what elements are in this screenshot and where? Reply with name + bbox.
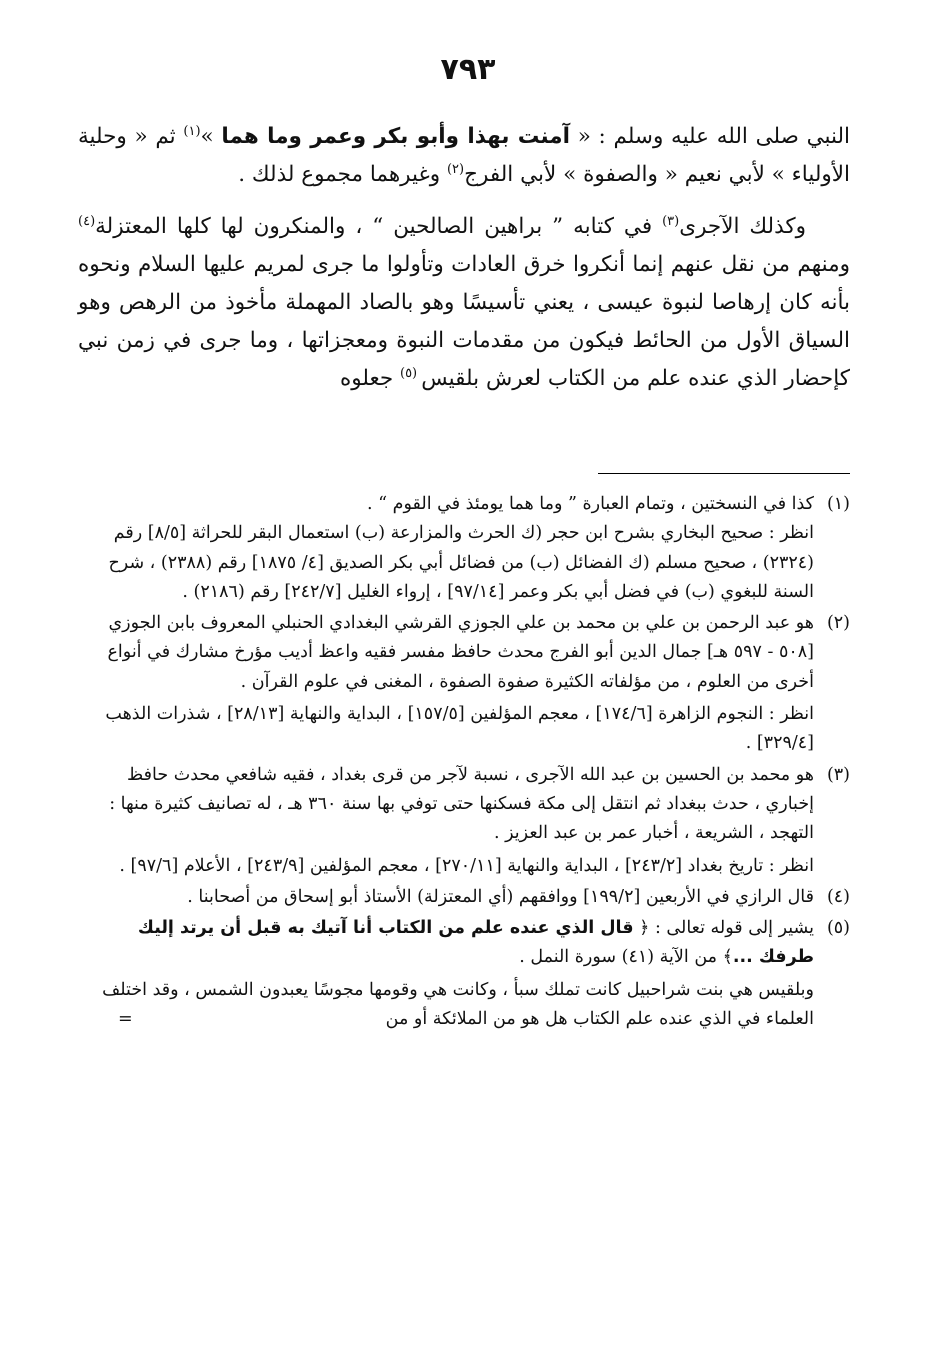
footnote-number: (٢) [826,613,850,634]
text-run: جعلوه [339,366,400,391]
quran-verse: قال الذي عنده علم من الكتاب أنا آتيك به قبل أن يرتد إليك طرفك ... [137,918,814,968]
main-paragraph-1 [78,118,850,194]
footnote-3 [78,761,850,881]
footnote-5 [78,914,850,1034]
text-run: وبلقيس هي بنت شراحبيل كانت تملك سبأ ، وكانت هي وقومها مجوسًا يعبدون الشمس ، وقد اختلف العلماء في الذي عنده علم الكتاب هل هو من الملائكة أو من [102,979,814,1030]
footnotes [78,490,850,1034]
footnote-2 [78,609,850,758]
footnote-body [78,609,814,758]
footnote-body [78,490,814,607]
continuation-mark: = [118,1009,133,1030]
footnote-ref-2: (٢) [446,161,465,177]
footnote-separator [598,473,850,474]
footnote-number: (٣) [826,764,850,785]
footnote-body [78,914,814,1034]
footnote-4 [78,883,850,912]
footnote-number: (٤) [826,886,850,907]
text-run: ومنهم من نقل عنهم إنما أنكروا خرق العادات وتأولوا ما جرى لمريم عليها السلام ونحوه بأنه كان إرهاصا لنبوة عيسى ، يعني تأسيسًا وهو بالصاد المهملة مأخوذ من الرهص وهو السياق الأول من الحائط فيكون من مقدمات النبوة ومعجزاتها ، وما جرى في زمن نبي كإحضار الذي عنده علم من الكتاب لعرش بلقيس [78,252,850,391]
text-run: وغيرهما مجموع لذلك . [238,162,447,187]
footnote-references: انظر : صحيح البخاري بشرح ابن حجر (ك الحرث والمزارعة (ب) استعمال البقر للحراثة [٨/٥] رقم (٢٣٢٤) ، صحيح مسلم (ك الفضائل (ب) من فضائل أبي بكر الصديق [٤/ ١٨٧٥] رقم (٢٣٨٨) ، شرح السنة للبغوي (ب) في فضل أبي بكر وعمر [٩٧/١٤] ، إرواء الغليل [٢٤٢/٧] رقم (٢١٨٦) . [108,523,814,602]
text-run: ثم « وحلية الأولياء » لأبي نعيم « والصفوة » لأبي الفرج [78,124,850,187]
footnote-text [78,976,814,1035]
footnote-text: هو محمد بن الحسين بن عبد الله الآجرى ، نسبة لآجر من قرى بغداد ، فقيه شافعي محدث حافظ إخباري ، حدث ببغداد ثم انتقل إلى مكة فسكنها حتى توفي بها سنة ٣٦٠ هـ ، له تصانيف كثيرة منها : التهجد ، الشريعة ، أخبار عمر بن عبد العزيز . [109,764,814,844]
footnote-text [78,914,814,973]
main-paragraph-2 [78,208,850,398]
text-run: النبي صلى الله عليه وسلم : « [570,124,850,149]
main-text [78,118,850,398]
footnote-references: انظر : النجوم الزاهرة [١٧٤/٦] ، معجم المؤلفين [١٥٧/٥] ، البداية والنهاية [٢٨/١٣] ، شذرات الذهب [٣٢٩/٤] . [105,704,814,754]
text-run: » [200,124,222,149]
footnote-ref-5: (٥) [399,365,422,381]
footnote-number: (١) [826,494,850,514]
text-run: وكذلك الآجرى [679,214,806,239]
hadith-quote: آمنت بهذا وأبو بكر وعمر وما هما [221,124,570,149]
footnote-body [78,761,814,881]
footnote-body [78,883,814,912]
text-run: يشير إلى قوله تعالى : ﴿ [633,918,814,939]
footnote-1 [78,490,850,607]
footnote-ref-4: (٤) [78,213,96,229]
footnote-text: هو عبد الرحمن بن علي بن محمد بن علي الجوزي القرشي البغدادي الحنبلي المعروف بابن الجوزي [٥٠٨ - ٥٩٧ هـ] جمال الدين أبو الفرج محدث حافظ مفسر فقيه واعظ أديب مؤرخ مشارك في أنواع أخرى من العلوم ، من مؤلفاته الكثيرة صفوة الصفوة ، المغنى في علوم القرآن . [107,613,814,692]
footnote-ref-1: (١) [183,123,201,139]
footnote-text: كذا في النسختين ، وتمام العبارة ” وما هما يومئذ في القوم “ . [367,494,814,514]
footnote-references: انظر : تاريخ بغداد [٢٤٣/٢] ، البداية والنهاية [٢٧٠/١١] ، معجم المؤلفين [٢٤٣/٩] ، الأعلام [٩٧/٦] . [119,855,814,876]
footnote-text: قال الرازي في الأربعين [١٩٩/٢] ووافقهم (أي المعتزلة) الأستاذ أبو إسحاق من أصحابنا . [187,886,814,907]
text-run: في كتابه ” براهين الصالحين “ ، والمنكرون لها كلها المعتزلة [95,214,663,239]
page-number: ٧٩٣ [440,52,496,87]
text-run: ﴾ من الآية (٤١) سورة النمل . [519,947,733,968]
footnote-ref-3: (٣) [662,213,680,229]
footnote-number: (٥) [826,918,850,939]
